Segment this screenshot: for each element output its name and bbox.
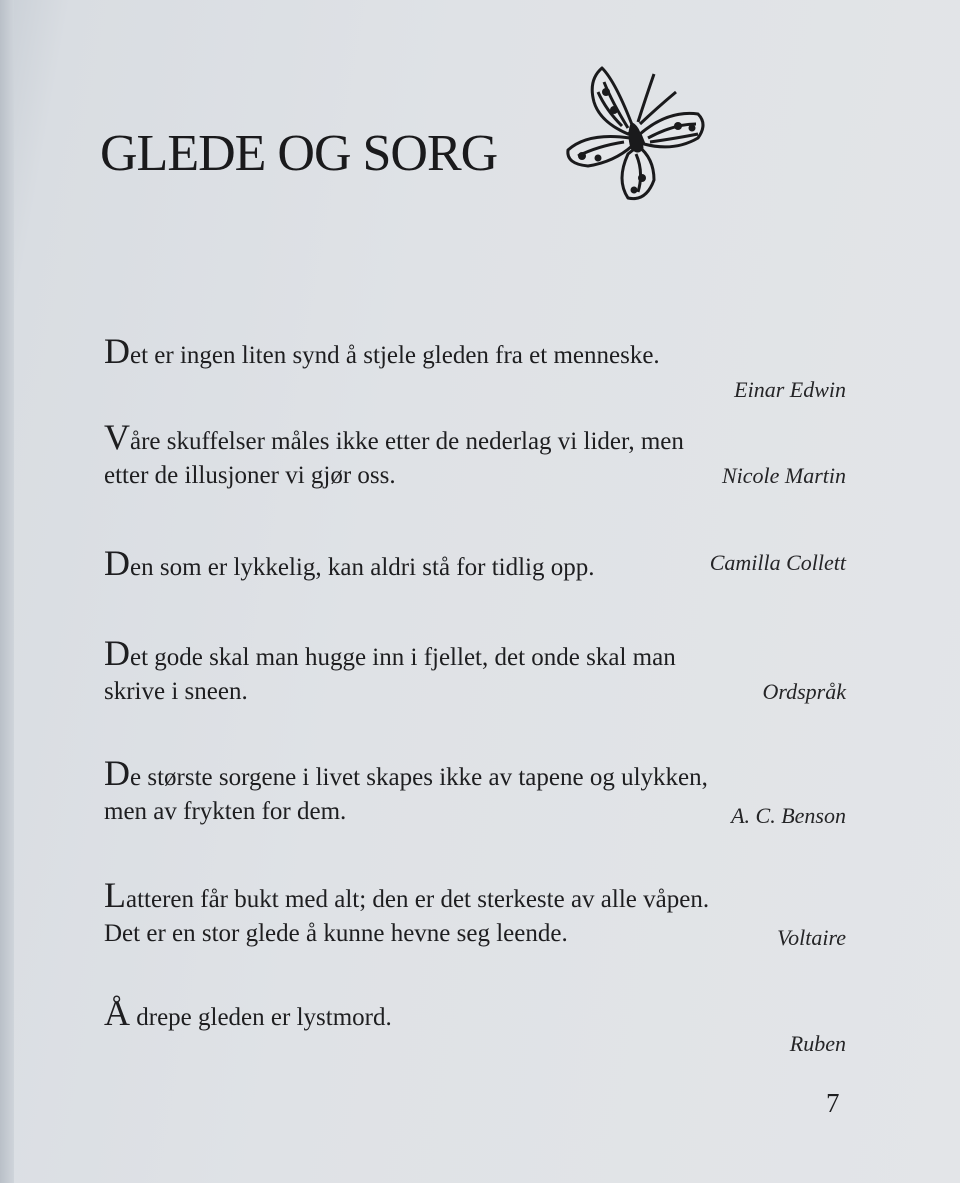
quote-line (104, 331, 846, 373)
quote-line (104, 993, 846, 1035)
quote-author: Einar Edwin (734, 377, 846, 402)
quote-author: Camilla Collett (709, 550, 846, 575)
quote-initial: D (104, 543, 130, 583)
page-title: GLEDE OG SORG (100, 125, 498, 182)
quote-line (104, 753, 846, 795)
quote-line (104, 543, 846, 585)
quote-text: Det er en stor glede å kunne hevne seg leende. (104, 920, 568, 947)
quote-5 (104, 753, 846, 829)
quote-text: skrive i sneen. (104, 678, 248, 705)
quote-initial: D (104, 633, 130, 673)
quote-2 (104, 417, 846, 493)
quote-text: e største sorgene i livet skapes ikke av tapene og ulykken, (130, 764, 708, 791)
quote-text: atteren får bukt med alt; den er det sterkeste av alle våpen. (126, 886, 710, 913)
butterfly-icon (558, 62, 714, 208)
quote-text: etter de illusjoner vi gjør oss. (104, 462, 396, 489)
quote-line (104, 633, 846, 675)
quote-7 (104, 993, 846, 1069)
quote-initial: V (104, 417, 130, 457)
quote-line (104, 875, 846, 917)
quote-author: Nicole Martin (721, 463, 846, 488)
quote-initial: D (104, 753, 130, 793)
quote-initial: Å (104, 993, 130, 1033)
quote-initial: D (104, 331, 130, 371)
quote-text: et gode skal man hugge inn i fjellet, det onde skal man (130, 644, 676, 671)
quote-author: A. C. Benson (731, 803, 846, 828)
quote-4 (104, 633, 846, 709)
page-number: 7 (826, 1088, 840, 1118)
quote-text: en som er lykkelig, kan aldri stå for tidlig opp. (130, 554, 595, 581)
quote-text: men av frykten for dem. (104, 798, 347, 825)
quote-text: drepe gleden er lystmord. (130, 1004, 392, 1031)
quote-3 (104, 543, 846, 585)
quote-author: Voltaire (777, 925, 846, 950)
quote-6 (104, 875, 846, 951)
quote-1 (104, 331, 846, 407)
quote-author: Ordspråk (762, 679, 846, 704)
quote-initial: L (104, 875, 126, 915)
quote-text: et er ingen liten synd å stjele gleden fra et menneske. (130, 342, 660, 369)
quote-author: Ruben (789, 1031, 846, 1056)
quote-text: åre skuffelser måles ikke etter de nederlag vi lider, men (130, 428, 684, 455)
quote-line (104, 417, 846, 459)
